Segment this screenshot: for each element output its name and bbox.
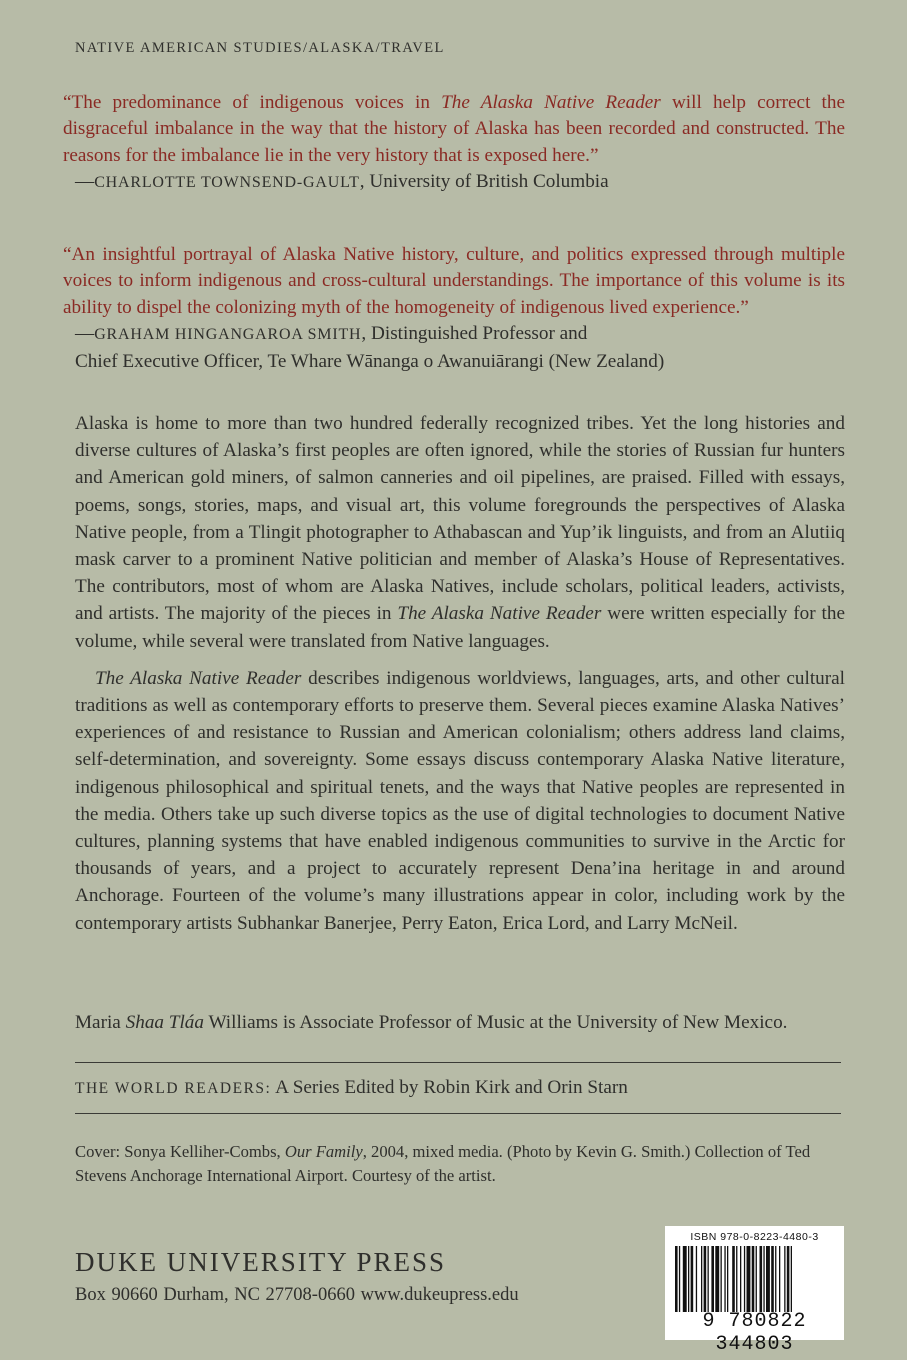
category-label: NATIVE AMERICAN STUDIES/ALASKA/TRAVEL: [75, 40, 445, 56]
cover-credit-text: Cover: Sonya Kelliher-Combs,: [75, 1142, 285, 1161]
back-cover: [63, 0, 846, 1360]
description-paragraph-2: [75, 665, 845, 937]
series-name: THE WORLD READERS:: [75, 1080, 272, 1097]
paragraph-text: Alaska is home to more than two hundred federally recognized tribes. Yet the long histories and diverse cultures of Alaska’s first peoples are often ignored, while the stories of Russian fur hunters and American gold miners, of salmon canneries and oil pipelines, are praised. Filled with essays, poems, songs, stories, maps, and visual art, this volume foregrounds the perspectives of Alaska Native people, from a Tlingit photographer to Athabascan and Yup’ik linguists, and from an Alutiiq mask carver to a prominent Native politician and member of Alaska’s House of Representatives. The contributors, most of whom are Alaska Natives, include scholars, political leaders, activists, and artists. The majority of the pieces in: [75, 413, 845, 625]
attribution-affiliation: , University of British Columbia: [359, 171, 609, 193]
bio-native-name: Shaa Tláa: [125, 1012, 204, 1033]
divider-top: [75, 1062, 841, 1063]
cover-credit: [75, 1140, 845, 1188]
series-line: [75, 1077, 628, 1099]
isbn-barcode: [665, 1226, 844, 1356]
description-paragraph-1: [75, 410, 845, 655]
publisher-name: DUKE UNIVERSITY PRESS: [75, 1247, 447, 1277]
barcode-digits: 9 780822 344803: [702, 1310, 807, 1356]
quote-attribution: [63, 169, 845, 196]
quote-text-cont: will help correct the disgraceful imbalance in the way that the history of Alaska has been recorded and constructed. The reasons for the imbalance lie in the very history that is exposed here.”: [63, 92, 846, 166]
attribution-dash: —: [75, 323, 95, 345]
bio-text: Maria: [75, 1012, 126, 1033]
blurb-quote-2: [63, 242, 845, 375]
attribution-name: GRAHAM HINGANGAROA SMITH: [94, 326, 362, 344]
book-description: [75, 410, 845, 937]
blurb-quote-1: [63, 90, 845, 197]
book-title: The Alaska Native Reader: [95, 667, 302, 689]
attribution-affiliation: , Distinguished Professor and: [361, 323, 588, 345]
bio-text-cont: Williams is Associate Professor of Music at the University of New Mexico.: [204, 1012, 788, 1033]
quote-text: “The predominance of indigenous voices in: [63, 92, 442, 113]
isbn-label: ISBN 978-0-8223-4480-3: [690, 1231, 819, 1243]
publisher-address: Box 90660 Durham, NC 27708-0660 www.dukeupress.edu: [75, 1285, 519, 1305]
book-title: The Alaska Native Reader: [397, 603, 602, 625]
attribution-affiliation-line2: Chief Executive Officer, Te Whare Wānanga o Awanuiārangi (New Zealand): [75, 350, 665, 372]
paragraph-text-cont: were written especially for the volume, while several were translated from Native languages.: [75, 603, 846, 652]
attribution-name: CHARLOTTE TOWNSEND-GAULT: [94, 174, 360, 192]
artwork-title: Our Family: [284, 1142, 363, 1161]
attribution-dash: —: [75, 171, 95, 193]
cover-credit-text-cont: , 2004, mixed media. (Photo by Kevin G. Smith.) Collection of Ted Stevens Anchorage International Airport. Courtesy of the artist.: [75, 1142, 811, 1185]
book-title: The Alaska Native Reader: [441, 92, 661, 113]
quote-text: “An insightful portrayal of Alaska Native history, culture, and politics expressed through multiple voices to inform indigenous and cross-cultural understandings. The importance of this volume is its ability to dispel the colonizing myth of the homogeneity of indigenous lived experience.”: [63, 244, 845, 318]
barcode-icon: [675, 1246, 834, 1312]
series-editors: A Series Edited by Robin Kirk and Orin Starn: [271, 1077, 628, 1098]
divider-bottom: [75, 1113, 841, 1114]
paragraph-text: describes indigenous worldviews, languages, arts, and other cultural traditions as well as contemporary efforts to preserve them. Several pieces examine Alaska Natives’ experiences of and resistance to Russian and American colonialism; others address land claims, self-determination, and sovereignty. Some essays discuss contemporary Alaska Native literature, indigenous philosophical and spiritual tenets, and the ways that Native peoples are represented in the media. Others take up such diverse topics as the use of digital technologies to document Native cultures, planning systems that have enabled indigenous communities to survive in the Arctic for thousands of years, and a project to accurately represent Dena’ina heritage in and around Anchorage. Fourteen of the volume’s many illustrations appear in color, including work by the contemporary artists Subhankar Banerjee, Perry Eaton, Erica Lord, and Larry McNeil.: [75, 667, 845, 934]
quote-attribution: [63, 321, 845, 375]
editor-bio: [75, 1012, 845, 1034]
